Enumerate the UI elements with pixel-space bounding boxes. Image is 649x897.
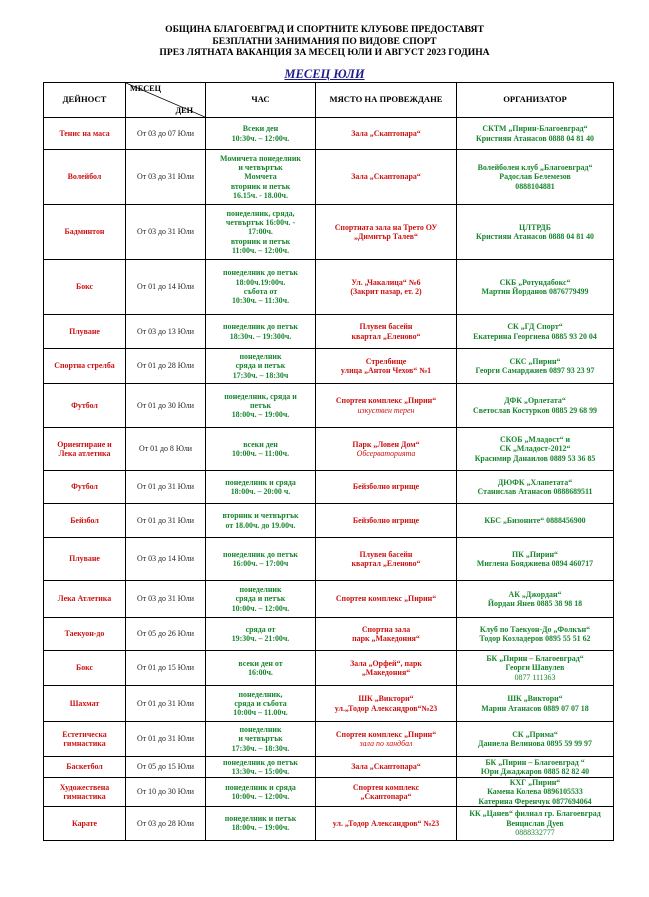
table-row — [44, 651, 614, 686]
cell-line: 17:30ч. – 18:30ч — [232, 370, 289, 380]
organizer-cell — [457, 778, 614, 807]
cell-line: Спортен комплекс „Пирин“ — [335, 396, 437, 406]
organizer-cell — [457, 315, 614, 349]
dates-cell: От 01 до 31 Юли — [126, 686, 206, 722]
dates-cell: От 03 до 31 Юли — [126, 205, 206, 260]
cell-line: гимнастика — [63, 791, 106, 801]
cell-line: СКС „Пирин“ — [509, 356, 561, 366]
cell-line: 17:00ч. — [248, 227, 273, 237]
cell-line: от 18.00ч. до 19.00ч. — [225, 520, 296, 530]
activity-cell — [44, 581, 126, 618]
cell-line: Бейзболно игрище — [352, 515, 420, 525]
organizer-cell — [457, 384, 614, 428]
cell-line: сряда и събота — [234, 698, 287, 708]
time-cell — [206, 150, 316, 205]
cell-line: гимнастика — [63, 739, 106, 748]
dates-cell: От 05 до 15 Юли — [126, 757, 206, 778]
time-cell — [206, 806, 316, 840]
place-note: изкуствен терен — [357, 405, 415, 415]
cell-line: Бейзбол — [70, 515, 99, 525]
cell-line: Миглена Бояджиева 0894 460717 — [476, 559, 594, 568]
time-cell — [206, 471, 316, 504]
cell-line: понеделник, сряда, — [226, 208, 295, 218]
activity-cell — [44, 538, 126, 581]
organizer-cell — [457, 205, 614, 260]
cell-line: СКОБ „Младост“ и — [499, 435, 571, 445]
table-row — [44, 806, 614, 840]
cell-line: Момчета — [244, 172, 277, 182]
table-row — [44, 778, 614, 807]
cell-line: Ул. „Чакалица“ №6 — [351, 277, 421, 287]
dates-cell: От 01 до 31 Юли — [126, 722, 206, 757]
dates-cell: От 03 до 14 Юли — [126, 538, 206, 581]
cell-line: КХГ „Пирин“ — [509, 778, 561, 787]
time-cell — [206, 581, 316, 618]
activity-cell — [44, 260, 126, 315]
cell-line: Радослав Белемезов — [499, 172, 571, 182]
cell-line: понеделник, — [238, 689, 283, 699]
dates-cell: От 05 до 26 Юли — [126, 618, 206, 651]
document-header — [0, 24, 649, 59]
time-cell — [206, 205, 316, 260]
table-row — [44, 581, 614, 618]
cell-line: сряда от — [245, 624, 276, 634]
cell-line: ДФК „Орлетата“ — [504, 396, 566, 406]
cell-line: 10:00ч. – 11:00ч. — [231, 449, 290, 458]
cell-line: Тодор Козладеров 0895 55 51 62 — [479, 634, 591, 643]
dates-cell: От 10 до 30 Юли — [126, 778, 206, 807]
organizer-cell — [457, 581, 614, 618]
cell-line: „Скаптопара“ — [360, 791, 412, 801]
dates-cell: От 01 до 8 Юли — [126, 428, 206, 471]
organizer-cell — [457, 806, 614, 840]
place-cell — [316, 504, 457, 538]
time-cell — [206, 757, 316, 778]
activity-cell — [44, 150, 126, 205]
cell-line: събота от — [243, 287, 278, 296]
time-cell — [206, 722, 316, 757]
place-note: зала по хандбал — [359, 739, 413, 748]
place-cell — [316, 118, 457, 150]
cell-line: Даниела Велинова 0895 59 99 97 — [478, 739, 592, 748]
place-cell — [316, 150, 457, 205]
table-row — [44, 538, 614, 581]
time-cell — [206, 618, 316, 651]
dates-cell: От 01 до 31 Юли — [126, 471, 206, 504]
cell-line: и четвъртък — [238, 734, 283, 744]
activity-cell — [44, 806, 126, 840]
cell-line: Плуване — [69, 326, 100, 336]
cell-line: Камена Колева 0896105533 — [487, 787, 583, 797]
place-cell — [316, 651, 457, 686]
cell-line: Катерина Ференчук 0877694064 — [478, 796, 592, 806]
table-row — [44, 349, 614, 384]
cell-line: вторник и четвъртък — [222, 511, 299, 521]
cell-line: 11:00ч. – 12:00ч. — [231, 245, 290, 255]
cell-line: 18:00ч. – 20:00 ч. — [230, 487, 291, 496]
organizer-cell — [457, 722, 614, 757]
table-row — [44, 384, 614, 428]
organizer-cell — [457, 150, 614, 205]
cell-line: „Димитър Талев“ — [354, 232, 418, 241]
table-row — [44, 205, 614, 260]
activity-cell — [44, 722, 126, 757]
cell-line: Марин Атанасов 0889 07 07 18 — [481, 703, 589, 713]
cell-line: Станислав Атанасов 0888689511 — [477, 487, 593, 496]
cell-line: понеделник до петък — [223, 322, 298, 332]
month-title: МЕСЕЦ ЮЛИ — [284, 67, 365, 81]
cell-line: Красимир Данаилов 0889 53 36 85 — [474, 453, 596, 463]
cell-line: 17:30ч. – 18:30ч. — [231, 743, 290, 753]
header-month: МЕСЕЦ — [130, 84, 161, 93]
activity-cell — [44, 205, 126, 260]
cell-line: Екатерина Георгиева 0885 93 20 04 — [473, 331, 597, 341]
cell-line: 16:00ч. – 17:00ч — [232, 559, 289, 568]
cell-line: 18:00ч. – 19:00ч. — [231, 410, 290, 420]
cell-line: вторник и петък — [230, 236, 291, 246]
header-place: МЯСТО НА ПРОВЕЖДАНЕ — [316, 83, 457, 118]
cell-line: 10:30ч. – 11:30ч. — [231, 296, 290, 306]
cell-line: сряда и петък — [235, 361, 286, 371]
time-cell — [206, 118, 316, 150]
cell-line: Тенис на маса — [59, 128, 110, 138]
cell-line: Волейболен клуб „Благоевград“ — [477, 163, 593, 173]
cell-line: 16:00ч. — [248, 668, 273, 677]
dates-cell: От 03 до 07 Юли — [126, 118, 206, 150]
activity-cell — [44, 504, 126, 538]
activity-cell — [44, 384, 126, 428]
organizer-cell — [457, 504, 614, 538]
cell-line: Спортна зала — [361, 624, 411, 634]
cell-line: понеделник — [239, 725, 282, 735]
activity-cell — [44, 618, 126, 651]
cell-line: 19:30ч. – 21:00ч. — [231, 634, 290, 643]
header-organizer: ОРГАНИЗАТОР — [457, 83, 614, 118]
cell-line: ШК „Виктори“ — [358, 694, 414, 704]
header-month-day — [126, 83, 206, 118]
cell-line: Спортен комплекс — [352, 782, 420, 792]
cell-line: Юри Джаджаров 0885 82 82 40 — [480, 767, 590, 776]
cell-line: 16.15ч. - 18.00ч. — [233, 190, 288, 200]
activity-cell — [44, 686, 126, 722]
place-cell — [316, 581, 457, 618]
cell-line: и четвъртък — [238, 163, 283, 173]
cell-line: Шахмат — [69, 698, 100, 708]
cell-line: ПК „Пирин“ — [512, 549, 558, 559]
table-row — [44, 260, 614, 315]
organizer-cell — [457, 618, 614, 651]
schedule-table — [43, 82, 614, 841]
cell-line: „Македония“ — [361, 668, 411, 677]
organizer-cell — [457, 260, 614, 315]
place-cell — [316, 806, 457, 840]
cell-line: Плувен басейн — [359, 322, 413, 332]
place-cell — [316, 757, 457, 778]
activity-cell — [44, 118, 126, 150]
cell-line: Баскетбол — [66, 762, 103, 772]
cell-line: 18:00ч.19:00ч. — [235, 277, 286, 287]
table-row — [44, 686, 614, 722]
time-cell — [206, 384, 316, 428]
cell-line: 10:00ч. – 12:00ч. — [231, 603, 290, 613]
cell-line: ул.„Тодор Александров“№23 — [334, 703, 438, 713]
table-row — [44, 471, 614, 504]
place-cell — [316, 349, 457, 384]
cell-line: СК „ГД Спорт“ — [507, 322, 563, 332]
organizer-phone: 0877 111363 — [514, 672, 556, 682]
place-cell — [316, 205, 457, 260]
place-cell — [316, 315, 457, 349]
organizer-cell — [457, 349, 614, 384]
activity-cell — [44, 349, 126, 384]
dates-cell: От 01 до 30 Юли — [126, 384, 206, 428]
cell-line: петък — [249, 400, 272, 410]
cell-line: Ориентиране и — [57, 439, 112, 449]
cell-line: Кристиян Атанасов 0888 04 81 40 — [476, 133, 594, 143]
cell-line: СКБ „Ротундабокс“ — [499, 277, 571, 287]
cell-line: 10:00ч. – 12:00ч. — [231, 791, 290, 801]
place-cell — [316, 428, 457, 471]
cell-line: Плуване — [69, 554, 100, 564]
dates-cell: От 03 до 31 Юли — [126, 581, 206, 618]
place-cell — [316, 538, 457, 581]
time-cell — [206, 686, 316, 722]
organizer-phone: 0888332777 — [515, 828, 555, 838]
cell-line: Таекуон-до — [64, 629, 105, 639]
time-cell — [206, 504, 316, 538]
place-note: Обсерваторията — [356, 449, 416, 458]
table-row — [44, 315, 614, 349]
cell-line: Мартин Йорданов 0876779499 — [481, 287, 589, 296]
cell-line: (Закрит пазар, ет. 2) — [350, 287, 422, 296]
cell-line: Спортната зала на Трето ОУ — [334, 222, 438, 232]
cell-line: Футбол — [71, 482, 98, 492]
cell-line: Момичета понеделник — [220, 153, 301, 163]
organizer-cell — [457, 471, 614, 504]
time-cell — [206, 315, 316, 349]
time-cell — [206, 651, 316, 686]
activity-cell — [44, 778, 126, 807]
organizer-cell — [457, 428, 614, 471]
header-activity: ДЕЙНОСТ — [44, 83, 126, 118]
cell-line: Светослав Костурков 0885 29 68 99 — [473, 405, 597, 415]
cell-line: Спортен комплекс „Пирин“ — [335, 594, 437, 604]
cell-line: АК „Джордан“ — [508, 589, 562, 599]
dates-cell: От 03 до 13 Юли — [126, 315, 206, 349]
cell-line: Лека атлетика — [58, 449, 111, 458]
cell-line: Бокс — [75, 282, 93, 292]
table-header-row — [44, 83, 614, 118]
header-line-2: БЕЗПЛАТНИ ЗАНИМАНИЯ ПО ВИДОВЕ СПОРТ — [212, 35, 437, 47]
table-row — [44, 722, 614, 757]
cell-line: Парк „Ловен Дом“ — [352, 439, 420, 449]
cell-line: 10:30ч. – 12:00ч. — [231, 133, 290, 143]
cell-line: понеделник — [239, 352, 282, 362]
place-cell — [316, 384, 457, 428]
cell-line: понеделник и сряда — [225, 477, 296, 487]
cell-line: ШК „Виктори“ — [507, 694, 563, 704]
table-row — [44, 618, 614, 651]
place-cell — [316, 618, 457, 651]
cell-line: Карате — [71, 818, 98, 828]
cell-line: Художествена — [59, 782, 110, 792]
time-cell — [206, 428, 316, 471]
cell-line: Зала „Скаптопара“ — [351, 128, 421, 138]
cell-line: ул. „Тодор Александров“ №23 — [332, 818, 440, 828]
activity-cell — [44, 315, 126, 349]
place-cell — [316, 260, 457, 315]
cell-line: СКТМ „Пирин-Благоевград“ — [482, 124, 588, 134]
cell-line: Зала „Скаптопара“ — [351, 762, 421, 772]
cell-line: Кристиян Атанасов 0888 04 81 40 — [476, 232, 594, 241]
organizer-cell — [457, 651, 614, 686]
table-row — [44, 118, 614, 150]
cell-line: 0888104881 — [515, 181, 555, 191]
cell-line: понеделник до петък — [223, 757, 298, 767]
cell-line: понеделник и петък — [224, 814, 297, 824]
cell-line: Спортен комплекс „Пирин“ — [335, 729, 437, 739]
dates-cell: От 01 до 31 Юли — [126, 504, 206, 538]
cell-line: 18:30ч. – 19:300ч. — [229, 331, 292, 341]
cell-line: улица „Антон Чехов“ №1 — [340, 366, 432, 375]
dates-cell: От 03 до 28 Юли — [126, 806, 206, 840]
cell-line: всеки ден от — [238, 658, 283, 668]
cell-line: понеделник и сряда — [225, 782, 296, 792]
place-cell — [316, 722, 457, 757]
dates-cell: От 01 до 28 Юли — [126, 349, 206, 384]
cell-line: КБС „Бизоните“ 0888456900 — [484, 515, 586, 525]
cell-line: 10:00ч – 11.00ч. — [233, 708, 288, 718]
header-time: ЧАС — [206, 83, 316, 118]
table-row — [44, 428, 614, 471]
activity-cell — [44, 757, 126, 778]
cell-line: Георги Самарджиев 0897 93 23 97 — [475, 366, 595, 375]
cell-line: ЦЛТРДБ — [519, 222, 551, 232]
place-cell — [316, 686, 457, 722]
cell-line: Йордан Янев 0885 38 98 18 — [487, 599, 583, 608]
cell-line: 18:00ч. – 19:00ч. — [231, 823, 290, 833]
cell-line: Естетическа — [62, 729, 107, 739]
time-cell — [206, 778, 316, 807]
time-cell — [206, 260, 316, 315]
cell-line: понеделник до петък — [223, 268, 298, 278]
time-cell — [206, 349, 316, 384]
cell-line: Клуб по Таекуон-До „Фолкън“ — [479, 624, 591, 634]
cell-line: четвъртък 16:00ч. - — [225, 218, 296, 228]
cell-line: квартал „Еленово“ — [351, 559, 421, 568]
dates-cell: От 01 до 14 Юли — [126, 260, 206, 315]
cell-line: Футбол — [71, 400, 98, 410]
cell-line: Бадминтон — [64, 227, 105, 237]
cell-line: Бокс — [75, 663, 93, 673]
cell-line: БК „Пирин – Благоевград“ — [486, 654, 584, 664]
header-day: ДЕН — [175, 105, 193, 115]
cell-line: Лека Атлетика — [57, 594, 112, 604]
cell-line: СК „Прима“ — [512, 729, 558, 739]
place-cell — [316, 471, 457, 504]
cell-line: понеделник — [239, 585, 282, 595]
cell-line: Венцислав Дуев — [506, 818, 564, 828]
cell-line: понеделник, сряда и — [224, 391, 297, 401]
cell-line: сряда и петък — [235, 594, 286, 604]
cell-line: всеки ден — [243, 439, 278, 449]
cell-line: ДЮФК „Хлапетата“ — [497, 477, 573, 487]
dates-cell: От 01 до 15 Юли — [126, 651, 206, 686]
cell-line: Плувен басейн — [359, 549, 413, 559]
cell-line: Всеки ден — [242, 124, 279, 134]
cell-line: Георги Шавулев — [505, 663, 565, 673]
cell-line: БК „Пирин – Благоевград “ — [485, 757, 585, 767]
cell-line: 13:30ч. – 15:00ч. — [231, 767, 290, 776]
dates-cell: От 03 до 31 Юли — [126, 150, 206, 205]
place-cell — [316, 778, 457, 807]
activity-cell — [44, 471, 126, 504]
activity-cell — [44, 651, 126, 686]
cell-line: Бейзболно игрище — [352, 482, 420, 492]
cell-line: парк „Македония“ — [352, 634, 420, 643]
organizer-cell — [457, 686, 614, 722]
cell-line: Зала „Скаптопара“ — [351, 172, 421, 182]
table-row — [44, 150, 614, 205]
organizer-cell — [457, 118, 614, 150]
organizer-cell — [457, 538, 614, 581]
cell-line: понеделник до петък — [223, 549, 298, 559]
cell-line: квартал „Еленово“ — [351, 331, 421, 341]
cell-line: СК „Младост-2012“ — [499, 444, 571, 454]
organizer-cell — [457, 757, 614, 778]
header-line-3: ПРЕЗ ЛЯТНАТА ВАКАНЦИЯ ЗА МЕСЕЦ ЮЛИ И АВГУСТ 2023 ГОДИНА — [159, 47, 490, 58]
cell-line: Зала „Орфей“, парк — [350, 658, 422, 668]
table-row — [44, 504, 614, 538]
cell-line: Волейбол — [67, 172, 102, 182]
table-row — [44, 757, 614, 778]
activity-cell — [44, 428, 126, 471]
cell-line: Спортна стрелба — [54, 361, 115, 371]
cell-line: вторник и петък — [230, 181, 291, 191]
cell-line: Стрелбище — [365, 356, 407, 366]
time-cell — [206, 538, 316, 581]
cell-line: КК „Цанев“ филиал гр. Благоевград — [469, 809, 601, 819]
header-line-1: ОБЩИНА БЛАГОЕВГРАД И СПОРТНИТЕ КЛУБОВЕ ПРЕДОСТАВЯТ — [165, 24, 484, 35]
